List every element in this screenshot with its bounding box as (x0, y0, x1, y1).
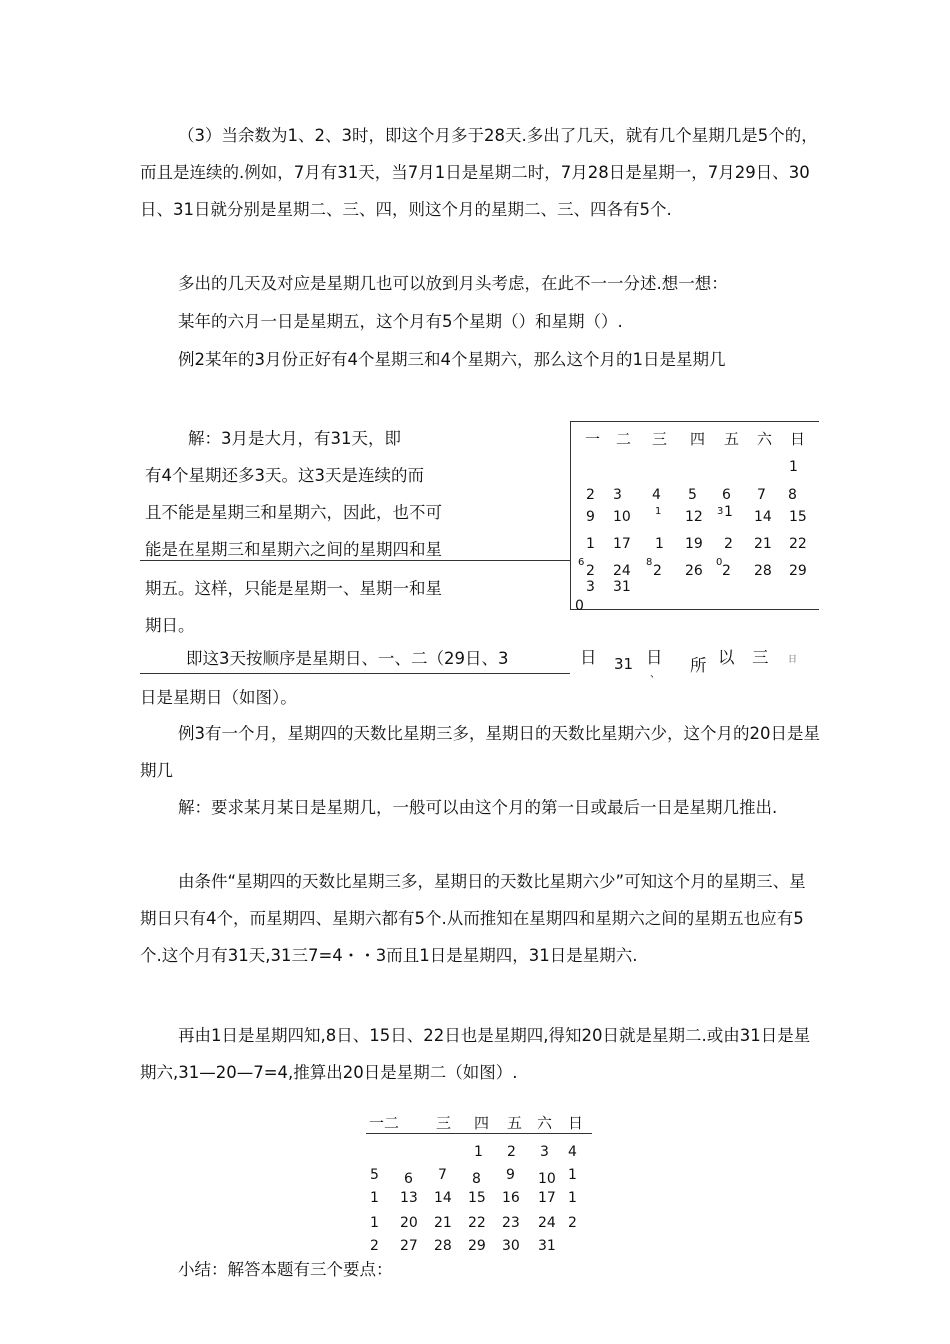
paragraph-remainder: （3）当余数为1、2、3时，即这个月多于28天.多出了几天，就有几个星期几是5个的，而且是连续的.例如，7月有31天，当7月1日是星期二时，7月28日是星期一，7月29日、30日、31日就分别是星期二、三、四，则这个月的星期二、三、四各有5个. (140, 126, 818, 219)
calendar-day-cell: 3 (717, 506, 724, 517)
text-fragment: 日 (788, 655, 798, 665)
calendar-day-cell: 17 (538, 1190, 556, 1206)
calendar-day-cell: 28 (754, 563, 772, 579)
solution-line: 能是在星期三和星期六之间的星期四和星 (145, 540, 442, 559)
paragraph-extra-days: 多出的几天及对应是星期几也可以放到月头考虑，在此不一一分述.想一想： (178, 274, 728, 293)
calendar-header-day: 六 (537, 1114, 553, 1132)
text-fragment: 、 (650, 669, 660, 680)
summary-line: 小结：解答本题有三个要点： (178, 1260, 393, 1279)
solution-sequence: 即这3天按顺序是星期日、一、二（29日、3 (186, 649, 509, 668)
solution-line: 期日。 (145, 616, 195, 635)
calendar-header-day: 日 (568, 1114, 584, 1132)
calendar-day-cell: 15 (468, 1190, 486, 1206)
text-fragment: 日 (580, 648, 597, 667)
paragraph-think: 某年的六月一日是星期五，这个月有5个星期（）和星期（）. (178, 312, 623, 331)
calendar-day-cell: 6 (722, 487, 731, 503)
calendar-day-cell: 0 (575, 598, 584, 614)
calendar-day-cell: 1 (474, 1144, 483, 1160)
calendar-day-cell: 22 (789, 536, 807, 552)
calendar-day-cell: 13 (400, 1190, 418, 1206)
calendar-day-cell: 17 (613, 536, 631, 552)
calendar-day-cell: 1 (655, 506, 662, 517)
calendar-header-day: 二 (616, 430, 632, 448)
calendar-day-cell: 26 (685, 563, 703, 579)
calendar-header-day: 四 (474, 1114, 490, 1132)
calendar-day-cell: 3 (586, 579, 595, 595)
calendar-day-cell: 21 (434, 1215, 452, 1231)
calendar-day-cell: 16 (502, 1190, 520, 1206)
calendar-day-cell: 1 (724, 504, 733, 520)
calendar-header-day: 日 (790, 430, 806, 448)
paragraph-deduction: 再由1日是星期四知,8日、15日、22日也是星期四,得知20日就是星期二.或由31日是星期六,31—20—7=4,推算出20日是星期二（如图）. (140, 1026, 811, 1082)
calendar-day-cell: 2 (724, 536, 733, 552)
text-fragment: 日 (646, 648, 663, 667)
conclusion-line: 日是星期日（如图）。 (140, 688, 297, 707)
calendar-day-cell: 8 (788, 487, 797, 503)
text-fragment: 31 (614, 655, 634, 673)
calendar-header-day: 一二 (369, 1114, 400, 1132)
calendar-header-underline (366, 1133, 592, 1134)
calendar-day-cell: 2 (568, 1215, 577, 1231)
calendar-day-cell: 8 (646, 557, 653, 568)
solution-line: 有4个星期还多3天。这3天是连续的而 (145, 466, 424, 485)
calendar-day-cell: 10 (613, 509, 631, 525)
calendar-day-cell: 1 (370, 1215, 379, 1231)
calendar-day-cell: 3 (613, 487, 622, 503)
calendar-day-cell: 1 (789, 459, 798, 475)
calendar-day-cell: 31 (538, 1238, 556, 1254)
calendar-day-cell: 24 (613, 563, 631, 579)
calendar-day-cell: 10 (538, 1171, 556, 1187)
calendar-day-cell: 8 (472, 1171, 481, 1187)
calendar-day-cell: 30 (502, 1238, 520, 1254)
text-fragment: 以 (718, 648, 735, 667)
calendar-day-cell: 2 (507, 1144, 516, 1160)
calendar-day-cell: 7 (757, 487, 766, 503)
calendar-day-cell: 2 (370, 1238, 379, 1254)
text-fragment: 所 (690, 656, 707, 675)
text-fragment: 三 (752, 648, 769, 667)
paragraph-solution-3: 解：要求某月某日是星期几，一般可以由这个月的第一日或最后一日是星期几推出. (178, 798, 778, 817)
solution-line: 且不能是星期三和星期六，因此，也不可 (145, 503, 442, 522)
calendar-day-cell: 1 (568, 1190, 577, 1206)
calendar-day-cell: 2 (586, 487, 595, 503)
calendar-day-cell: 24 (538, 1215, 556, 1231)
calendar-day-cell: 29 (468, 1238, 486, 1254)
divider (140, 673, 570, 674)
calendar-header-day: 六 (757, 430, 773, 448)
calendar-day-cell: 4 (568, 1144, 577, 1160)
calendar-day-cell: 22 (468, 1215, 486, 1231)
calendar-day-cell: 6 (404, 1171, 413, 1187)
calendar-day-cell: 27 (400, 1238, 418, 1254)
calendar-day-cell: 1 (568, 1167, 577, 1183)
calendar-day-cell: 1 (370, 1190, 379, 1206)
calendar-day-cell: 5 (688, 487, 697, 503)
calendar-day-cell: 4 (652, 487, 661, 503)
calendar-day-cell: 2 (722, 563, 731, 579)
calendar-day-cell: 31 (613, 579, 631, 595)
calendar-day-cell: 9 (586, 509, 595, 525)
calendar-header-day: 五 (507, 1114, 523, 1132)
calendar-day-cell: 12 (685, 509, 703, 525)
calendar-day-cell: 5 (370, 1167, 379, 1183)
calendar-day-cell: 7 (438, 1167, 447, 1183)
paragraph-example-2: 例2某年的3月份正好有4个星期三和4个星期六，那么这个月的1日是星期几 (178, 350, 726, 369)
calendar-day-cell: 14 (434, 1190, 452, 1206)
calendar-day-cell: 0 (716, 557, 723, 568)
divider (140, 560, 570, 561)
calendar-day-cell: 3 (540, 1144, 549, 1160)
calendar-header-day: 三 (436, 1114, 452, 1132)
calendar-day-cell: 14 (754, 509, 772, 525)
calendar-day-cell: 2 (586, 563, 595, 579)
calendar-day-cell: 1 (655, 536, 664, 552)
calendar-day-cell: 9 (506, 1167, 515, 1183)
calendar-day-cell: 15 (789, 509, 807, 525)
calendar-day-cell: 20 (400, 1215, 418, 1231)
calendar-day-cell: 2 (653, 563, 662, 579)
calendar-header-day: 四 (690, 430, 706, 448)
calendar-day-cell: 21 (754, 536, 772, 552)
paragraph-condition: 由条件“星期四的天数比星期三多，星期日的天数比星期六少”可知这个月的星期三、星期日只有4个，而星期四、星期六都有5个.从而推知在星期四和星期六之间的星期五也应有5个.这个月有31天,31三7=4・・3而且1日是星期四，31日是星期六. (140, 872, 806, 965)
calendar-day-cell: 28 (434, 1238, 452, 1254)
calendar-day-cell: 29 (789, 563, 807, 579)
solution-line: 期五。这样，只能是星期一、星期一和星 (145, 579, 442, 598)
calendar-header-day: 一 (585, 430, 601, 448)
calendar-header-day: 五 (724, 430, 740, 448)
solution-line: 解：3月是大月，有31天，即 (188, 429, 401, 448)
calendar-day-cell: 23 (502, 1215, 520, 1231)
calendar-header-day: 三 (652, 430, 668, 448)
paragraph-example-3: 例3有一个月，星期四的天数比星期三多，星期日的天数比星期六少，这个月的20日是星期几 (140, 724, 820, 780)
calendar-day-cell: 19 (685, 536, 703, 552)
calendar-day-cell: 6 (578, 557, 585, 568)
calendar-day-cell: 1 (586, 536, 595, 552)
